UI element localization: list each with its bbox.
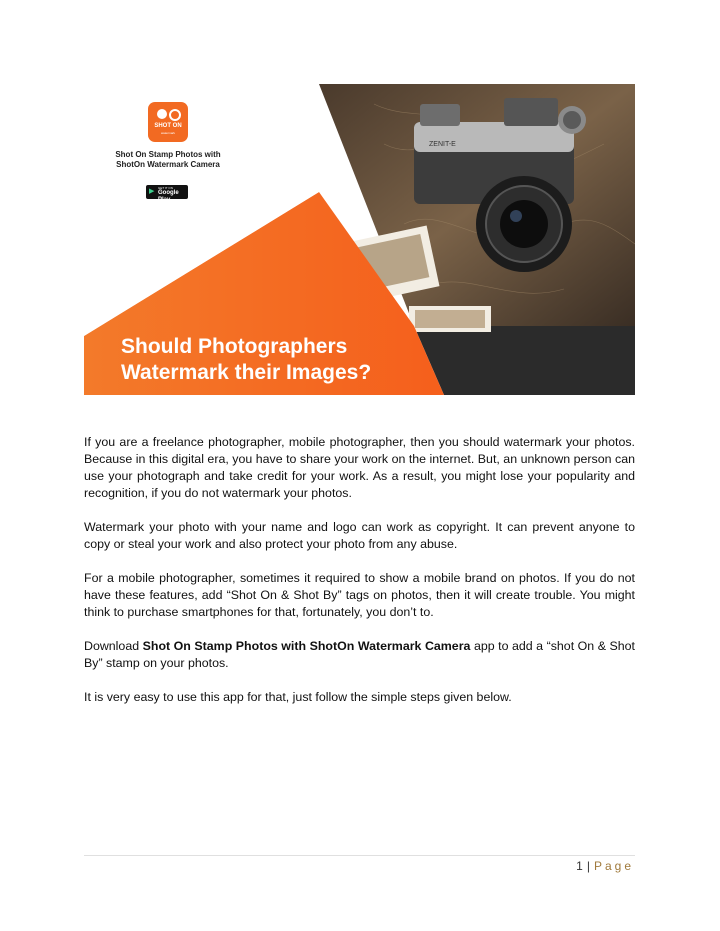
logo-ring-icon xyxy=(169,109,181,121)
app-name-line2: ShotOn Watermark Camera xyxy=(116,160,220,169)
banner-image xyxy=(84,84,635,395)
app-logo xyxy=(148,102,188,142)
page-number: 1 xyxy=(576,859,583,873)
footer-divider xyxy=(84,855,635,856)
page-footer xyxy=(576,858,634,874)
play-store-icon: ▶ xyxy=(149,188,155,195)
badge-small-text: GET IT ON xyxy=(158,186,173,190)
logo-dot-icon xyxy=(157,109,167,119)
badge-big-text: Google Play xyxy=(158,190,179,203)
p4-suffix: app to add a “shot On & Shot By” stamp on your photos. xyxy=(84,639,635,670)
paragraph-2: Watermark your photo with your name and logo can work as copyright. It can prevent anyone to copy or steal your work and also protect your photo from any abuse. xyxy=(84,520,635,551)
document-body xyxy=(84,434,635,723)
app-name xyxy=(98,150,238,170)
paragraph-4 xyxy=(84,638,635,672)
page-word: Page xyxy=(593,859,634,873)
google-play-badge[interactable] xyxy=(146,185,188,203)
svg-text:ZENIT-E: ZENIT-E xyxy=(429,141,456,148)
paragraph-1: If you are a freelance photographer, mobile photographer, then you should watermark your photos. Because in this digital era, you have to share your work on the internet. But, an unknown person can use your photograph and take credit for your work. As a result, you might lose your popularity and recognition, if you do not watermark your photos. xyxy=(84,435,635,500)
headline-line2: Watermark their Images? xyxy=(121,361,372,384)
logo-text: SHOT ON xyxy=(154,123,182,129)
banner-headline xyxy=(121,334,451,386)
headline-line1: Should Photographers xyxy=(121,335,348,358)
paragraph-5: It is very easy to use this app for that, just follow the simple steps given below. xyxy=(84,690,512,704)
p4-prefix: Download xyxy=(84,639,143,653)
logo-subtext: watermark xyxy=(160,131,175,135)
app-name-bold: Shot On Stamp Photos with ShotOn Watermark Camera xyxy=(142,639,471,653)
paragraph-3: For a mobile photographer, sometimes it required to show a mobile brand on photos. If you do not have these features, add “Shot On & Shot By” tags on photos, then it will create trouble. You might think to purchase smartphones for that, fortunately, you don’t to. xyxy=(84,571,635,619)
app-name-line1: Shot On Stamp Photos with xyxy=(115,150,221,159)
footer-separator: | xyxy=(586,859,590,873)
